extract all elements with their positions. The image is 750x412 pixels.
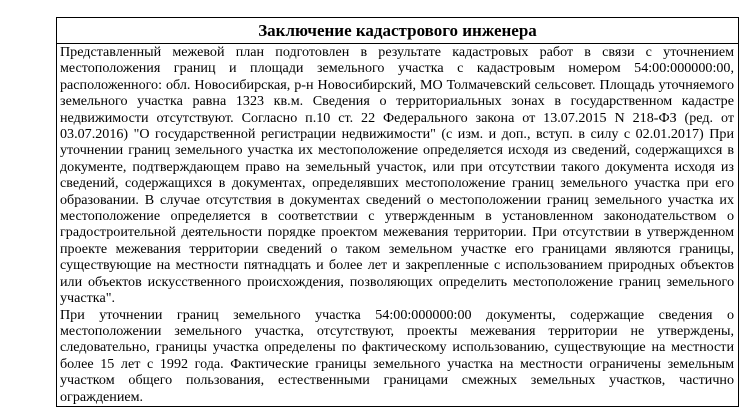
conclusion-body [60,44,734,405]
conclusion-table [56,17,739,407]
conclusion-title: Заключение кадастрового инженера [57,18,738,44]
conclusion-paragraph: Представленный межевой план подготовлен в результате кадастровых работ в связи с уточнением местоположения границ и площади земельного участка с кадастровым номером 54:00:000000:00, расположенного: обл. Новосибирская, р-н Новосибирский, МО Толмачевский сельсовет. Площадь уточняемого земельного участка равна 1323 кв.м. Сведения о территориальных зонах в государственном кадастре недвижимости отсутствуют. Согласно п.10 ст. 22 Федерального закона от 13.07.2015 N 218-ФЗ (ред. от 03.07.2016) "О государственной регистрации недвижимости" (с изм. и доп., вступ. в силу с 02.01.2017) При уточнении границ земельного участка их местоположение определяется исходя из сведений, содержащихся в документе, подтверждающем право на земельный участок, или при отсутствии такого документа исходя из сведений, содержащихся в документах, определявших местоположение границ земельного участка при его образовании. В случае отсутствия в документах сведений о местоположении границ земельного участка их местоположение определяется в соответствии с утвержденным в установленном законодательством о градостроительной деятельности порядке проектом межевания территории. При отсутствии в утвержденном проекте межевания территории сведений о таком земельном участке его границами являются границы, существующие на местности пятнадцать и более лет и закрепленные с использованием природных объектов или объектов искусственного происхождения, позволяющих определить местоположение границ земельного участка". [60,44,734,307]
conclusion-paragraph: При уточнении границ земельного участка 54:00:000000:00 документы, содержащие сведения о местоположении земельного участка, отсутствуют, проекты межевания территории не утверждены, следовательно, границы участка определены по фактическому использованию, существующие на местности более 15 лет с 1992 года. Фактические границы земельного участка на местности ограничены земельным участком общего пользования, естественными границами смежных земельных участков, частично ограждением. [60,306,734,405]
